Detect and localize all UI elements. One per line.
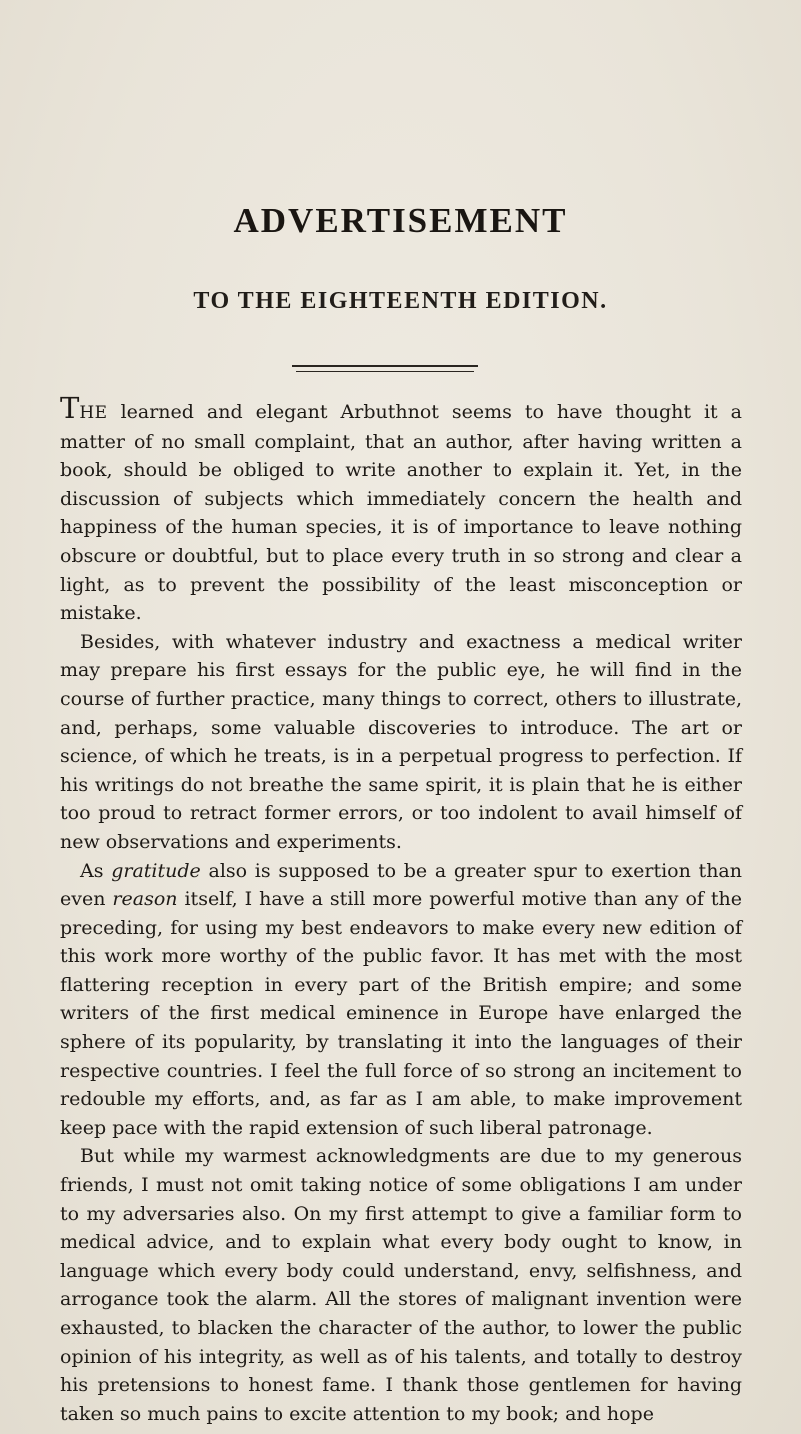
decorative-rule-thin <box>296 371 474 372</box>
paragraph-2-text: Besides, with whatever industry and exactness a medical writer may prepare his first essays for the public eye, he will find in the course of further practice, many things to correct, others to illustrate, and, perhaps, some valuable discoveries to introduce. The art or science, of which he treats, is in a perpetual progress to perfection. If his writings do not breathe the same spirit, it is plain that he is either too proud to retract former errors, or too indolent to avail himself of new observations and experiments. <box>60 630 742 853</box>
small-caps-opening: HE <box>79 403 108 423</box>
paragraph-1-text: learned and elegant Arbuthnot seems to have thought it a matter of no small complaint, that an author, after having written a book, should be obliged to write another to explain it. Yet, in the discussion of subjects which immediately concern the health and happiness of the human species, it is of importance to leave nothing obscure or doubtful, but to place every truth in so strong and clear a light, as to prevent the possibility of the least misconception or mistake. <box>60 401 742 625</box>
paragraph-3-mid: also is supposed to be a greater spur to exertion than even <box>60 859 742 911</box>
paragraph-3-lead: As <box>80 859 112 882</box>
emphasis-reason: reason <box>112 888 178 911</box>
body-text <box>60 391 742 1428</box>
emphasis-gratitude: gratitude <box>111 859 201 882</box>
paragraph-3 <box>60 857 742 1143</box>
paragraph-2 <box>60 628 742 857</box>
paragraph-4 <box>60 1142 742 1428</box>
paragraph-3-text: itself, I have a still more powerful motive than any of the preceding, for using my best endeavors to make every new edition of this work more worthy of the public favor. It has met with the most flattering reception in every part of the British empire; and some writers of the first medical eminence in Europe have enlarged the sphere of its popularity, by translating it into the languages of their respective countries. I feel the full force of so strong an incitement to redouble my efforts, and, as far as I am able, to make improvement keep pace with the rapid extension of such liberal patronage. <box>60 888 742 1139</box>
drop-cap: T <box>60 391 80 425</box>
page-subtitle: TO THE EIGHTEENTH EDITION. <box>193 288 608 314</box>
decorative-rule-thick <box>292 365 478 367</box>
paragraph-1 <box>60 391 742 628</box>
paragraph-4-text: But while my warmest acknowledgments are due to my generous friends, I must not omit taking notice of some obligations I am under to my adversaries also. On my first attempt to give a familiar form to medical advice, and to explain what every body ought to know, in language which every body could understand, envy, selfishness, and arrogance took the alarm. All the stores of malignant invention were exhausted, to blacken the character of the author, to lower the public opinion of his integrity, as well as of his talents, and totally to destroy his pretensions to honest fame. I thank those gentlemen for having taken so much pains to excite attention to my book; and hope <box>60 1145 742 1425</box>
page-title: ADVERTISEMENT <box>233 201 568 240</box>
